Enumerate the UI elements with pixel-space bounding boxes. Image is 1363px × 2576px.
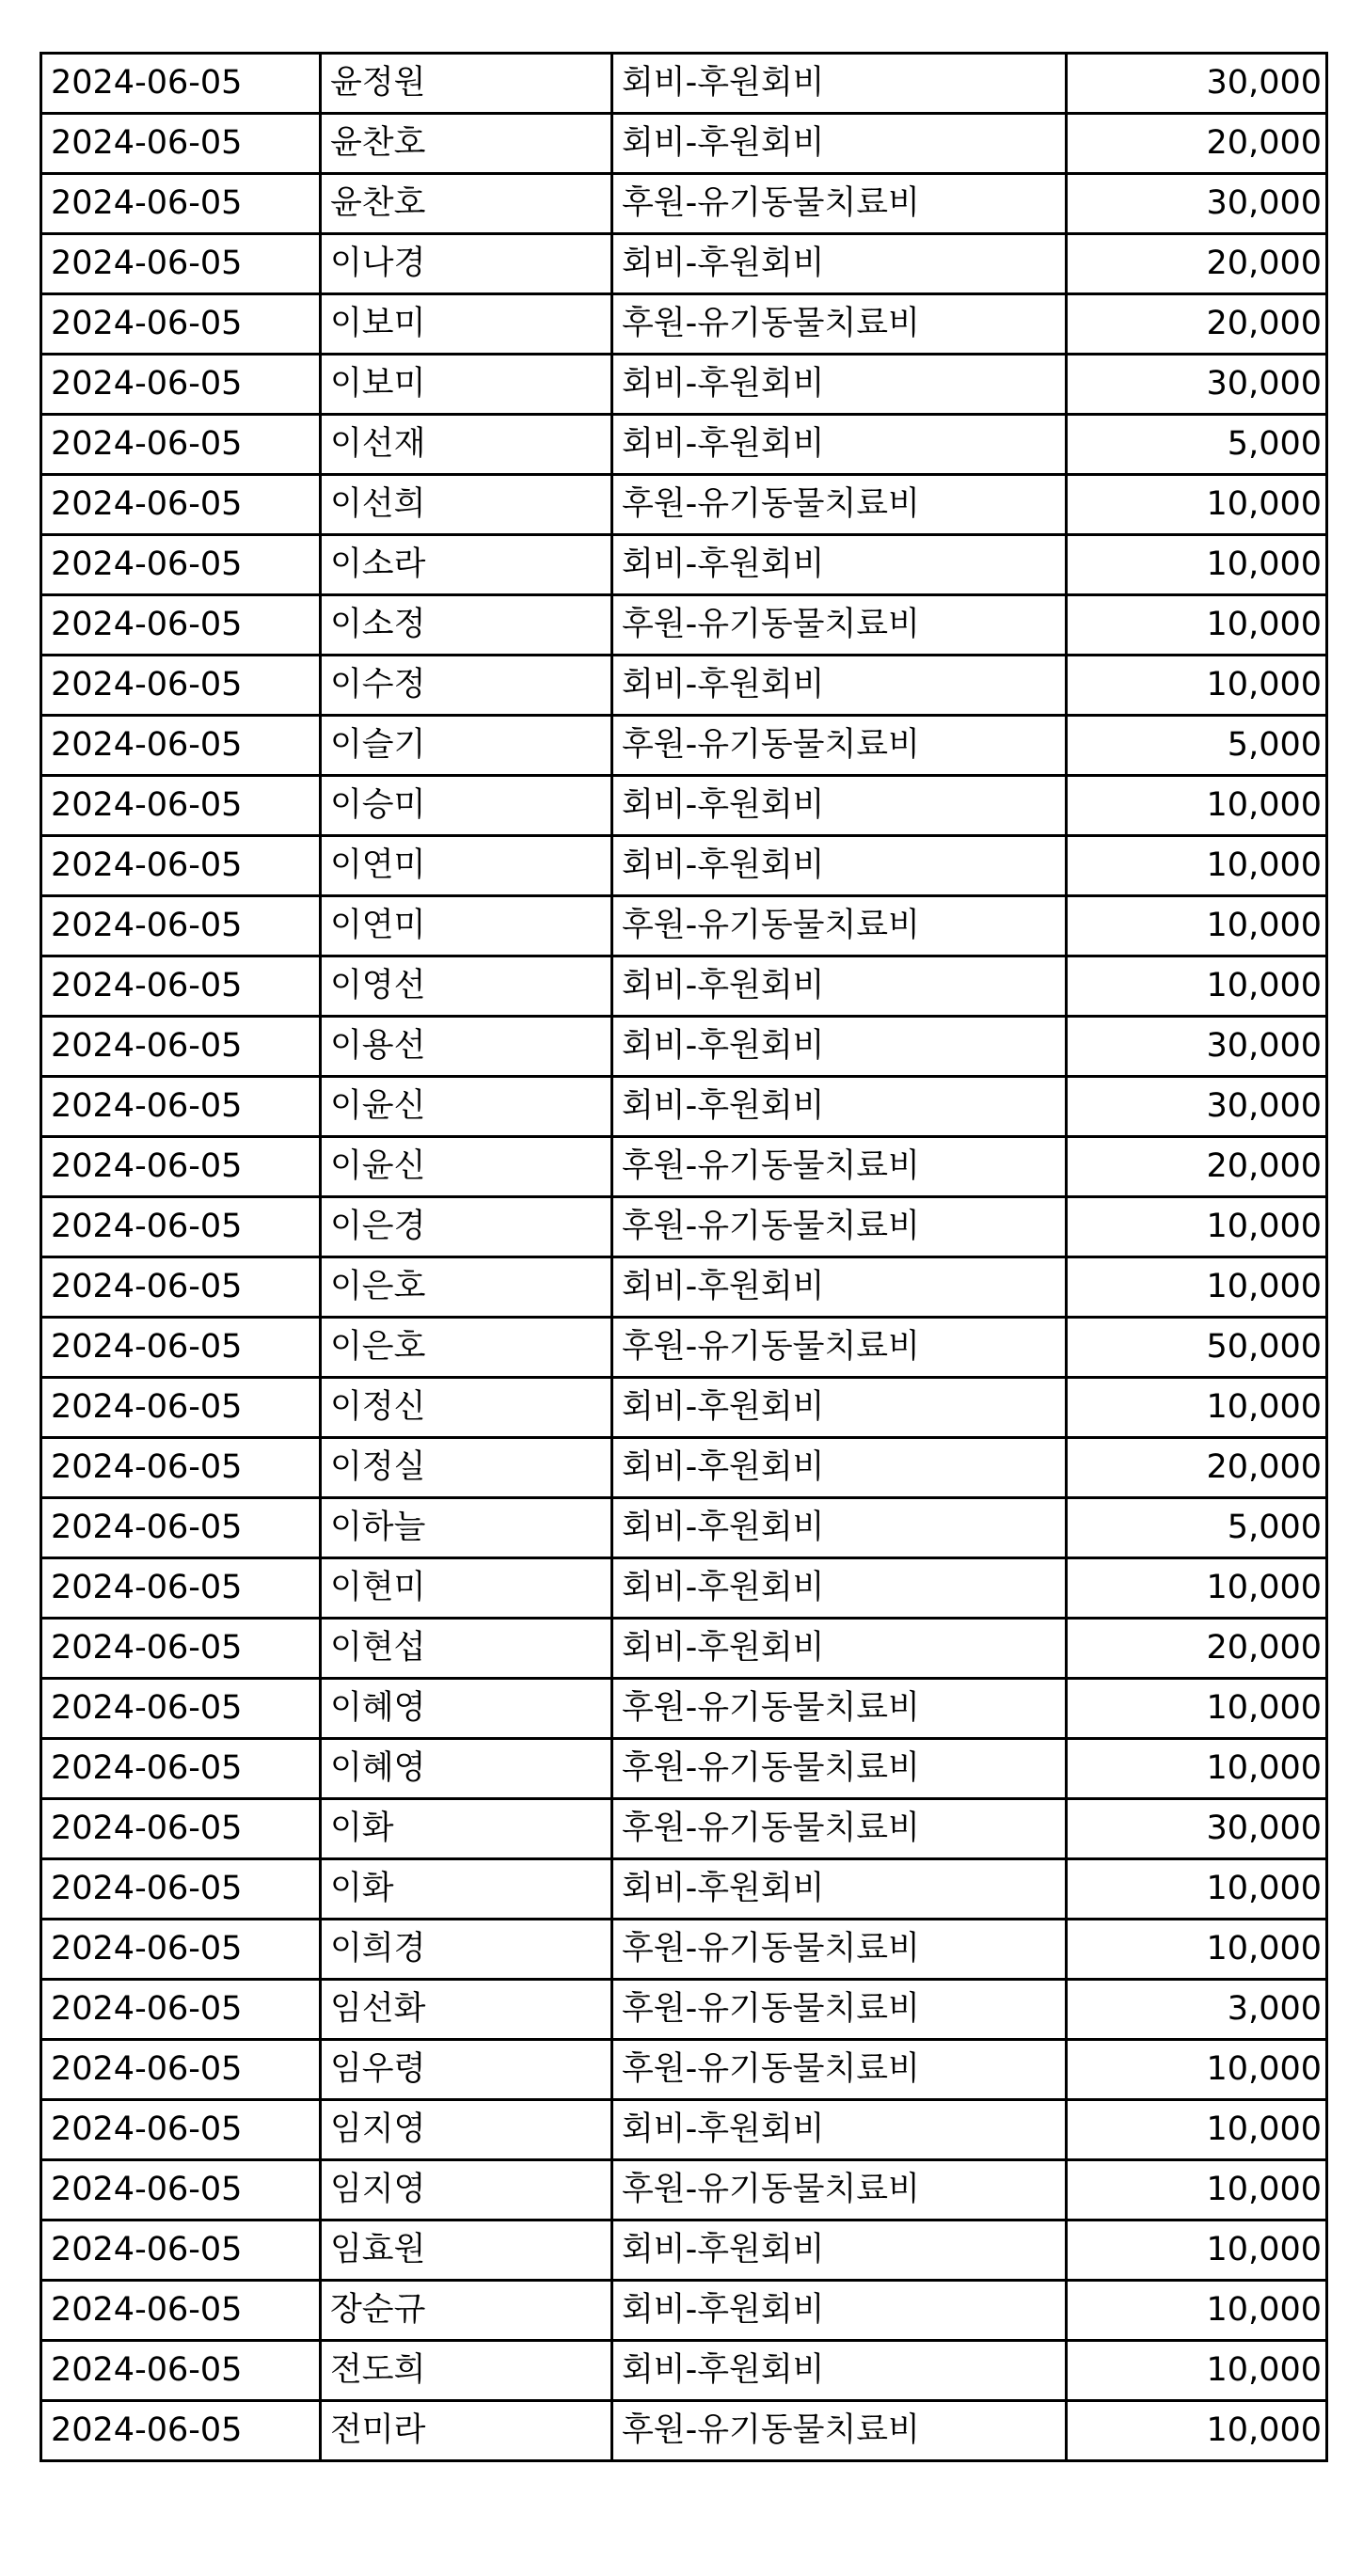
name-cell: 이용선	[321, 1017, 612, 1077]
amount-cell: 10,000	[1067, 2220, 1327, 2281]
name-cell: 이현미	[321, 1558, 612, 1619]
category-cell: 회비-후원회비	[612, 1077, 1067, 1137]
name-cell: 이현섭	[321, 1619, 612, 1679]
date-cell: 2024-06-05	[41, 896, 321, 956]
name-cell: 이은호	[321, 1318, 612, 1378]
amount-cell: 10,000	[1067, 535, 1327, 595]
date-cell: 2024-06-05	[41, 2040, 321, 2100]
date-cell: 2024-06-05	[41, 1558, 321, 1619]
donation-ledger-table	[40, 52, 1328, 2462]
name-cell: 전미라	[321, 2401, 612, 2461]
date-cell: 2024-06-05	[41, 1679, 321, 1739]
amount-cell: 10,000	[1067, 2160, 1327, 2220]
name-cell: 이혜영	[321, 1739, 612, 1799]
category-cell: 후원-유기동물치료비	[612, 2160, 1067, 2220]
category-cell: 후원-유기동물치료비	[612, 1799, 1067, 1859]
date-cell: 2024-06-05	[41, 2401, 321, 2461]
amount-cell: 20,000	[1067, 114, 1327, 174]
name-cell: 이선재	[321, 415, 612, 475]
amount-cell: 10,000	[1067, 475, 1327, 535]
category-cell: 회비-후원회비	[612, 1017, 1067, 1077]
name-cell: 이소라	[321, 535, 612, 595]
amount-cell: 10,000	[1067, 2281, 1327, 2341]
table-row	[41, 234, 1327, 294]
name-cell: 이보미	[321, 294, 612, 355]
amount-cell: 5,000	[1067, 716, 1327, 776]
name-cell: 임지영	[321, 2100, 612, 2160]
table-row	[41, 2220, 1327, 2281]
category-cell: 후원-유기동물치료비	[612, 1197, 1067, 1257]
amount-cell: 5,000	[1067, 415, 1327, 475]
date-cell: 2024-06-05	[41, 1378, 321, 1438]
date-cell: 2024-06-05	[41, 234, 321, 294]
amount-cell: 10,000	[1067, 1378, 1327, 1438]
amount-cell: 30,000	[1067, 1799, 1327, 1859]
category-cell: 회비-후원회비	[612, 2281, 1067, 2341]
category-cell: 회비-후원회비	[612, 54, 1067, 114]
name-cell: 임우령	[321, 2040, 612, 2100]
table-row	[41, 294, 1327, 355]
table-row	[41, 1137, 1327, 1197]
amount-cell: 10,000	[1067, 656, 1327, 716]
table-row	[41, 595, 1327, 656]
category-cell: 후원-유기동물치료비	[612, 595, 1067, 656]
category-cell: 후원-유기동물치료비	[612, 475, 1067, 535]
name-cell: 이승미	[321, 776, 612, 836]
date-cell: 2024-06-05	[41, 54, 321, 114]
category-cell: 후원-유기동물치료비	[612, 716, 1067, 776]
table-row	[41, 2341, 1327, 2401]
name-cell: 이연미	[321, 896, 612, 956]
table-row	[41, 1438, 1327, 1498]
table-row	[41, 2401, 1327, 2461]
date-cell: 2024-06-05	[41, 1438, 321, 1498]
amount-cell: 30,000	[1067, 355, 1327, 415]
category-cell: 회비-후원회비	[612, 234, 1067, 294]
date-cell: 2024-06-05	[41, 1197, 321, 1257]
date-cell: 2024-06-05	[41, 2100, 321, 2160]
category-cell: 회비-후원회비	[612, 1257, 1067, 1318]
category-cell: 후원-유기동물치료비	[612, 1679, 1067, 1739]
name-cell: 이화	[321, 1799, 612, 1859]
table-row	[41, 1257, 1327, 1318]
date-cell: 2024-06-05	[41, 2220, 321, 2281]
name-cell: 이영선	[321, 956, 612, 1017]
date-cell: 2024-06-05	[41, 1318, 321, 1378]
category-cell: 회비-후원회비	[612, 114, 1067, 174]
category-cell: 회비-후원회비	[612, 2220, 1067, 2281]
date-cell: 2024-06-05	[41, 656, 321, 716]
table-row	[41, 2160, 1327, 2220]
amount-cell: 10,000	[1067, 2040, 1327, 2100]
table-row	[41, 1558, 1327, 1619]
date-cell: 2024-06-05	[41, 1619, 321, 1679]
name-cell: 이소정	[321, 595, 612, 656]
amount-cell: 20,000	[1067, 1438, 1327, 1498]
date-cell: 2024-06-05	[41, 2341, 321, 2401]
name-cell: 장순규	[321, 2281, 612, 2341]
date-cell: 2024-06-05	[41, 1920, 321, 1980]
name-cell: 임지영	[321, 2160, 612, 2220]
name-cell: 윤찬호	[321, 114, 612, 174]
date-cell: 2024-06-05	[41, 836, 321, 896]
table-row	[41, 1197, 1327, 1257]
table-row	[41, 1498, 1327, 1558]
name-cell: 이나경	[321, 234, 612, 294]
category-cell: 회비-후원회비	[612, 656, 1067, 716]
category-cell: 후원-유기동물치료비	[612, 1920, 1067, 1980]
name-cell: 이선희	[321, 475, 612, 535]
date-cell: 2024-06-05	[41, 294, 321, 355]
table-row	[41, 1859, 1327, 1920]
table-row	[41, 355, 1327, 415]
date-cell: 2024-06-05	[41, 1799, 321, 1859]
date-cell: 2024-06-05	[41, 355, 321, 415]
category-cell: 회비-후원회비	[612, 836, 1067, 896]
amount-cell: 30,000	[1067, 1077, 1327, 1137]
amount-cell: 10,000	[1067, 595, 1327, 656]
table-row	[41, 656, 1327, 716]
category-cell: 회비-후원회비	[612, 1619, 1067, 1679]
ledger-body	[41, 54, 1327, 2461]
amount-cell: 20,000	[1067, 234, 1327, 294]
category-cell: 후원-유기동물치료비	[612, 1739, 1067, 1799]
category-cell: 회비-후원회비	[612, 1438, 1067, 1498]
category-cell: 후원-유기동물치료비	[612, 174, 1067, 234]
date-cell: 2024-06-05	[41, 716, 321, 776]
date-cell: 2024-06-05	[41, 1498, 321, 1558]
date-cell: 2024-06-05	[41, 776, 321, 836]
name-cell: 윤정원	[321, 54, 612, 114]
date-cell: 2024-06-05	[41, 1257, 321, 1318]
table-row	[41, 174, 1327, 234]
amount-cell: 10,000	[1067, 956, 1327, 1017]
category-cell: 회비-후원회비	[612, 1859, 1067, 1920]
amount-cell: 10,000	[1067, 2341, 1327, 2401]
table-row	[41, 1679, 1327, 1739]
amount-cell: 10,000	[1067, 1257, 1327, 1318]
amount-cell: 5,000	[1067, 1498, 1327, 1558]
amount-cell: 10,000	[1067, 1558, 1327, 1619]
table-row	[41, 1739, 1327, 1799]
table-row	[41, 1799, 1327, 1859]
amount-cell: 10,000	[1067, 1679, 1327, 1739]
table-row	[41, 836, 1327, 896]
date-cell: 2024-06-05	[41, 174, 321, 234]
date-cell: 2024-06-05	[41, 956, 321, 1017]
name-cell: 이연미	[321, 836, 612, 896]
table-row	[41, 1980, 1327, 2040]
table-row	[41, 896, 1327, 956]
table-row	[41, 114, 1327, 174]
name-cell: 이화	[321, 1859, 612, 1920]
name-cell: 이윤신	[321, 1077, 612, 1137]
table-row	[41, 2040, 1327, 2100]
name-cell: 이윤신	[321, 1137, 612, 1197]
date-cell: 2024-06-05	[41, 1859, 321, 1920]
category-cell: 후원-유기동물치료비	[612, 2401, 1067, 2461]
date-cell: 2024-06-05	[41, 1077, 321, 1137]
date-cell: 2024-06-05	[41, 114, 321, 174]
name-cell: 이슬기	[321, 716, 612, 776]
amount-cell: 10,000	[1067, 2100, 1327, 2160]
table-row	[41, 1619, 1327, 1679]
category-cell: 회비-후원회비	[612, 776, 1067, 836]
table-row	[41, 1378, 1327, 1438]
date-cell: 2024-06-05	[41, 1739, 321, 1799]
name-cell: 이정실	[321, 1438, 612, 1498]
name-cell: 이은경	[321, 1197, 612, 1257]
category-cell: 회비-후원회비	[612, 355, 1067, 415]
date-cell: 2024-06-05	[41, 475, 321, 535]
amount-cell: 30,000	[1067, 54, 1327, 114]
date-cell: 2024-06-05	[41, 1980, 321, 2040]
category-cell: 회비-후원회비	[612, 1558, 1067, 1619]
table-row	[41, 54, 1327, 114]
date-cell: 2024-06-05	[41, 1017, 321, 1077]
name-cell: 전도희	[321, 2341, 612, 2401]
name-cell: 임선화	[321, 1980, 612, 2040]
table-row	[41, 475, 1327, 535]
category-cell: 후원-유기동물치료비	[612, 294, 1067, 355]
table-row	[41, 1017, 1327, 1077]
name-cell: 이혜영	[321, 1679, 612, 1739]
amount-cell: 10,000	[1067, 2401, 1327, 2461]
amount-cell: 3,000	[1067, 1980, 1327, 2040]
category-cell: 회비-후원회비	[612, 2341, 1067, 2401]
name-cell: 이하늘	[321, 1498, 612, 1558]
category-cell: 회비-후원회비	[612, 2100, 1067, 2160]
date-cell: 2024-06-05	[41, 535, 321, 595]
table-row	[41, 1920, 1327, 1980]
amount-cell: 10,000	[1067, 1920, 1327, 1980]
name-cell: 이정신	[321, 1378, 612, 1438]
name-cell: 윤찬호	[321, 174, 612, 234]
date-cell: 2024-06-05	[41, 2281, 321, 2341]
table-row	[41, 2281, 1327, 2341]
amount-cell: 10,000	[1067, 776, 1327, 836]
category-cell: 후원-유기동물치료비	[612, 1137, 1067, 1197]
table-row	[41, 776, 1327, 836]
name-cell: 임효원	[321, 2220, 612, 2281]
category-cell: 후원-유기동물치료비	[612, 1980, 1067, 2040]
category-cell: 회비-후원회비	[612, 535, 1067, 595]
amount-cell: 50,000	[1067, 1318, 1327, 1378]
table-row	[41, 2100, 1327, 2160]
date-cell: 2024-06-05	[41, 595, 321, 656]
name-cell: 이은호	[321, 1257, 612, 1318]
date-cell: 2024-06-05	[41, 2160, 321, 2220]
amount-cell: 10,000	[1067, 836, 1327, 896]
amount-cell: 10,000	[1067, 1739, 1327, 1799]
table-row	[41, 716, 1327, 776]
amount-cell: 20,000	[1067, 1137, 1327, 1197]
amount-cell: 30,000	[1067, 1017, 1327, 1077]
category-cell: 회비-후원회비	[612, 415, 1067, 475]
amount-cell: 20,000	[1067, 294, 1327, 355]
category-cell: 후원-유기동물치료비	[612, 896, 1067, 956]
table-row	[41, 1077, 1327, 1137]
date-cell: 2024-06-05	[41, 1137, 321, 1197]
amount-cell: 10,000	[1067, 1197, 1327, 1257]
table-row	[41, 415, 1327, 475]
date-cell: 2024-06-05	[41, 415, 321, 475]
name-cell: 이보미	[321, 355, 612, 415]
category-cell: 후원-유기동물치료비	[612, 1318, 1067, 1378]
name-cell: 이수정	[321, 656, 612, 716]
amount-cell: 20,000	[1067, 1619, 1327, 1679]
amount-cell: 30,000	[1067, 174, 1327, 234]
category-cell: 회비-후원회비	[612, 1378, 1067, 1438]
category-cell: 후원-유기동물치료비	[612, 2040, 1067, 2100]
amount-cell: 10,000	[1067, 1859, 1327, 1920]
category-cell: 회비-후원회비	[612, 1498, 1067, 1558]
category-cell: 회비-후원회비	[612, 956, 1067, 1017]
name-cell: 이희경	[321, 1920, 612, 1980]
table-row	[41, 535, 1327, 595]
table-row	[41, 1318, 1327, 1378]
table-row	[41, 956, 1327, 1017]
amount-cell: 10,000	[1067, 896, 1327, 956]
